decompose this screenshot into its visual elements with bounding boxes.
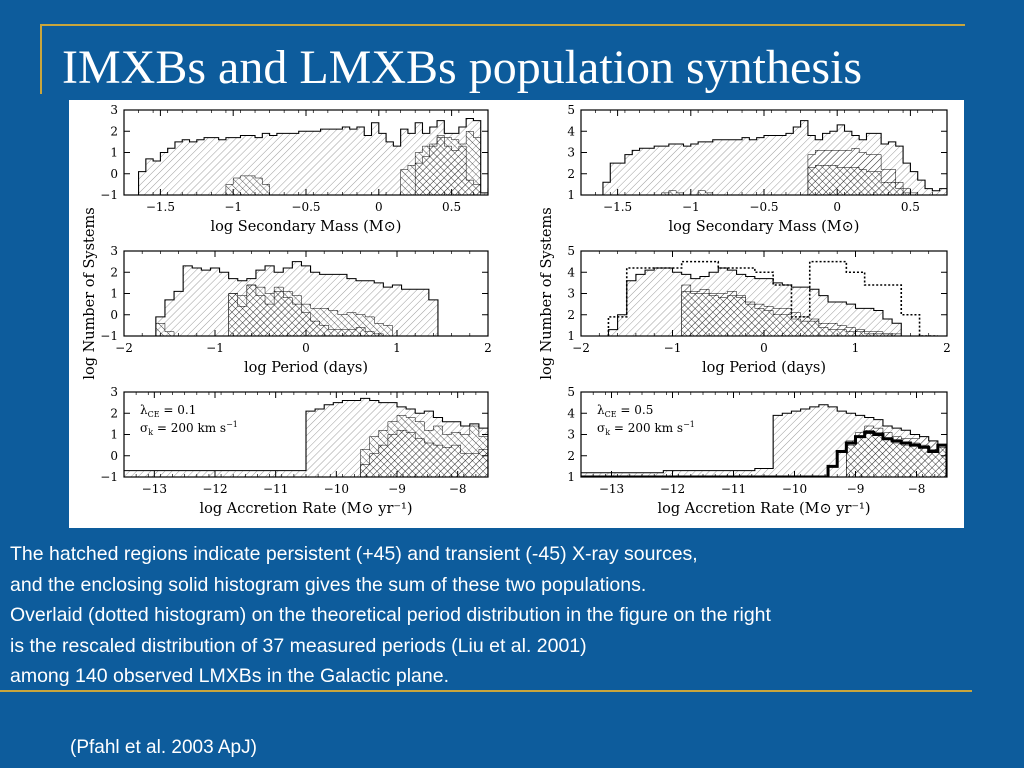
y-tick-label: 3 [567, 145, 575, 160]
x-axis-label: log Period (days) [243, 360, 369, 376]
y-tick-label: 3 [110, 385, 118, 399]
chart-column-right [539, 103, 964, 517]
y-tick-label: 5 [567, 244, 575, 258]
chart-column-left [82, 103, 597, 517]
x-tick-label: −1.5 [603, 200, 633, 214]
y-tick-label: 3 [110, 103, 118, 117]
x-tick-label: −1 [206, 341, 224, 355]
y-tick-label: 2 [110, 265, 118, 280]
y-tick-label: 3 [110, 244, 118, 258]
y-tick-label: 1 [110, 286, 118, 301]
y-tick-label: 1 [567, 470, 575, 484]
x-tick-label: 0.5 [900, 200, 920, 214]
histogram-panel [100, 385, 488, 517]
histogram-panel [100, 244, 492, 376]
x-tick-label: −1 [681, 200, 700, 214]
total-histogram [608, 268, 901, 336]
top-accent-line [40, 24, 965, 26]
x-tick-label: −13 [598, 482, 625, 496]
x-tick-label: −10 [781, 482, 808, 496]
x-axis-label: log Accretion Rate (M⊙ yr⁻¹) [199, 501, 413, 517]
histogram-canvas [69, 100, 964, 528]
x-tick-label: 1 [851, 341, 860, 355]
y-tick-label: 5 [567, 103, 575, 117]
y-tick-label: −1 [100, 329, 118, 343]
panel-plot-area [603, 121, 964, 195]
lambda-annotation: $\lambda_{CE} = 0.5$ [597, 403, 654, 419]
y-tick-label: 1 [567, 329, 575, 343]
histogram-panel [567, 244, 950, 376]
x-axis-label: log Period (days) [701, 360, 827, 376]
x-tick-label: 1 [393, 341, 401, 355]
x-tick-label: −1.5 [145, 200, 175, 214]
x-tick-label: −13 [141, 482, 167, 496]
y-tick-label: 3 [567, 427, 575, 442]
histogram-figure [69, 100, 964, 528]
x-tick-label: 0.5 [442, 200, 462, 214]
y-tick-label: 1 [110, 145, 118, 160]
x-tick-label: 2 [943, 341, 951, 355]
caption-line: among 140 observed LMXBs in the Galactic plane. [10, 665, 450, 687]
y-tick-label: 0 [110, 166, 118, 181]
x-tick-label: −8 [448, 482, 467, 496]
x-axis-label: log Secondary Mass (M⊙) [668, 219, 860, 235]
x-tick-label: 0 [760, 341, 768, 355]
total-histogram [603, 121, 964, 195]
x-tick-label: −1 [224, 200, 243, 214]
histogram-panel [100, 103, 597, 235]
y-tick-label: 3 [567, 286, 575, 301]
y-tick-label: 4 [567, 265, 575, 280]
panel-plot-area [156, 262, 438, 336]
x-axis-label: log Accretion Rate (M⊙ yr⁻¹) [657, 501, 871, 517]
x-axis-label: log Secondary Mass (M⊙) [210, 219, 402, 235]
x-tick-label: −9 [388, 482, 406, 496]
bottom-accent-line [0, 690, 972, 692]
x-tick-label: −12 [202, 482, 228, 496]
y-tick-label: 1 [567, 188, 575, 202]
x-tick-label: 0 [302, 341, 310, 355]
y-tick-label: 0 [110, 307, 118, 322]
x-tick-label: −2 [572, 341, 590, 355]
left-accent-line [40, 24, 42, 94]
y-tick-label: 2 [567, 166, 575, 181]
caption-line: is the rescaled distribution of 37 measured periods (Liu et al. 2001) [10, 634, 587, 657]
x-tick-label: −0.5 [749, 200, 779, 214]
sigma-annotation: $\sigma_k = 200$ km $s^{-1}$ [597, 420, 695, 437]
x-tick-label: −2 [115, 341, 133, 355]
x-tick-label: −12 [659, 482, 686, 496]
sigma-annotation: $\sigma_k = 200$ km $s^{-1}$ [140, 420, 238, 437]
y-tick-label: −1 [100, 188, 118, 202]
total-histogram [156, 262, 438, 336]
x-tick-label: −8 [907, 482, 926, 496]
y-axis-label: log Number of Systems [82, 207, 98, 380]
x-tick-label: −1 [663, 341, 682, 355]
x-tick-label: −11 [263, 482, 289, 496]
y-tick-label: −1 [100, 470, 118, 484]
figure-caption [10, 539, 1022, 692]
y-tick-label: 4 [567, 124, 575, 139]
lambda-annotation: $\lambda_{CE} = 0.1$ [140, 403, 197, 419]
x-tick-label: −10 [323, 482, 349, 496]
total-histogram [139, 119, 598, 196]
x-tick-label: 0 [833, 200, 842, 214]
y-tick-label: 4 [567, 406, 575, 421]
y-tick-label: 2 [110, 406, 118, 421]
caption-line: The hatched regions indicate persistent (+45) and transient (-45) X-ray sources, [10, 543, 698, 565]
y-tick-label: 2 [567, 448, 575, 463]
y-tick-label: 2 [110, 124, 118, 139]
y-tick-label: 0 [110, 448, 118, 463]
histogram-panel [567, 103, 964, 235]
y-tick-label: 5 [567, 385, 575, 399]
y-tick-label: 1 [110, 427, 118, 442]
x-tick-label: −0.5 [291, 200, 321, 214]
y-tick-label: 2 [567, 307, 575, 322]
x-tick-label: −11 [720, 482, 747, 496]
panel-plot-area [139, 119, 598, 196]
caption-line: and the enclosing solid histogram gives the sum of these two populations. [10, 573, 647, 596]
caption-line: Overlaid (dotted histogram) on the theoretical period distribution in the figure on the right [10, 604, 771, 626]
x-tick-label: −9 [846, 482, 865, 496]
slide-title: IMXBs and LMXBs population synthesis [62, 41, 863, 94]
x-tick-label: 0 [374, 200, 383, 214]
reference-citation: (Pfahl et al. 2003 ApJ) [70, 737, 257, 758]
y-axis-label: log Number of Systems [539, 207, 555, 380]
x-tick-label: 2 [484, 341, 492, 355]
panel-plot-area [608, 262, 937, 336]
